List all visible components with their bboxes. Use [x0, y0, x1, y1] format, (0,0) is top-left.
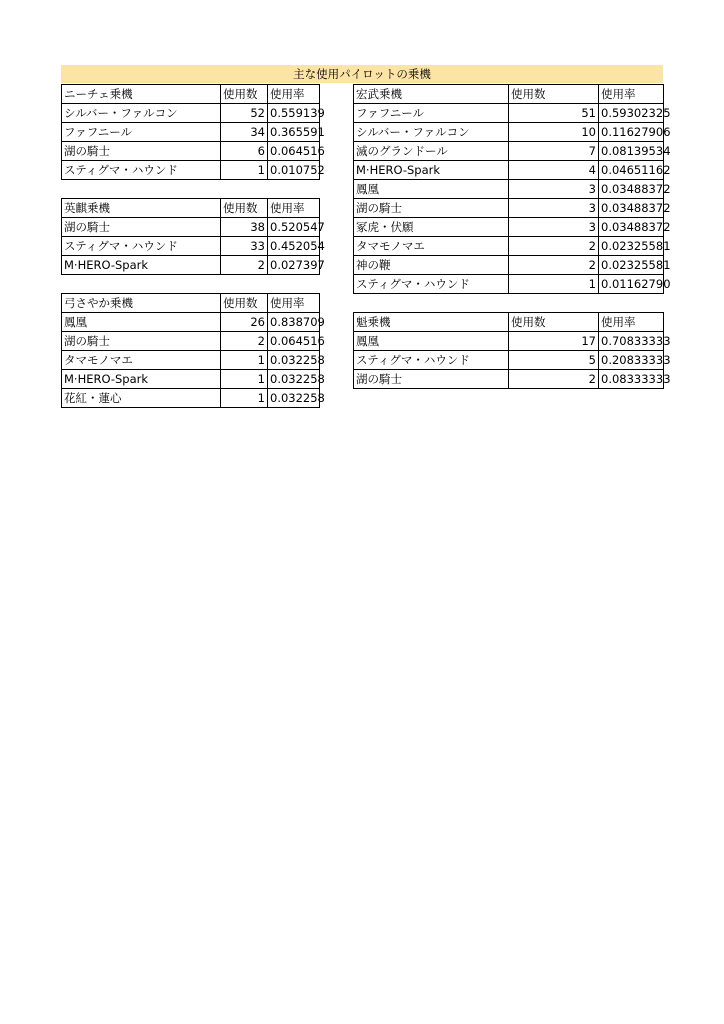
usage-rate-cell: 0.838709 [268, 313, 320, 332]
usage-count-cell: 6 [221, 142, 268, 161]
usage-count-cell: 2 [221, 332, 268, 351]
usage-rate-cell: 0.02325581 [599, 256, 664, 275]
usage-rate-cell: 0.064516 [268, 142, 320, 161]
usage-rate-cell: 0.01162790 [599, 275, 664, 294]
table-row [354, 123, 664, 142]
usage-count-cell: 2 [509, 237, 599, 256]
header-cell: 弓さやか乗機 [62, 294, 221, 313]
unit-name-cell: 湖の騎士 [62, 332, 221, 351]
unit-name-cell: 鳳凰 [62, 313, 221, 332]
table-row [62, 256, 320, 275]
table-row [354, 256, 664, 275]
header-cell: 使用数 [509, 313, 599, 332]
usage-count-cell: 1 [221, 351, 268, 370]
usage-rate-cell: 0.010752 [268, 161, 320, 180]
table-row [62, 370, 320, 389]
unit-name-cell: 花紅・蓮心 [62, 389, 221, 408]
unit-name-cell: ファフニール [354, 104, 509, 123]
header-cell: 英麒乗機 [62, 199, 221, 218]
header-cell: ニーチェ乗機 [62, 85, 221, 104]
usage-rate-cell: 0.04651162 [599, 161, 664, 180]
table-row [354, 351, 664, 370]
usage-rate-cell: 0.20833333 [599, 351, 664, 370]
usage-count-cell: 3 [509, 199, 599, 218]
unit-name-cell: スティグマ・ハウンド [354, 351, 509, 370]
usage-count-cell: 38 [221, 218, 268, 237]
unit-name-cell: ファフニール [62, 123, 221, 142]
usage-rate-cell: 0.70833333 [599, 332, 664, 351]
table-row [62, 237, 320, 256]
usage-rate-cell: 0.027397 [268, 256, 320, 275]
table-row [354, 218, 664, 237]
kai-table [353, 312, 671, 389]
unit-name-cell: 滅のグランドール [354, 142, 509, 161]
usage-count-cell: 34 [221, 123, 268, 142]
table-row [354, 142, 664, 161]
usage-rate-cell: 0.032258 [268, 370, 320, 389]
usage-rate-cell: 0.520547 [268, 218, 320, 237]
unit-name-cell: スティグマ・ハウンド [62, 237, 221, 256]
usage-rate-cell: 0.59302325 [599, 104, 664, 123]
usage-count-cell: 5 [509, 351, 599, 370]
eiki-table [61, 198, 325, 275]
header-cell: 宏武乗機 [354, 85, 509, 104]
unit-name-cell: シルバー・ファルコン [354, 123, 509, 142]
table-row [62, 161, 320, 180]
table-header-row [62, 85, 320, 104]
usage-rate-cell: 0.03488372 [599, 218, 664, 237]
yumisayaka-table [61, 293, 325, 408]
table-row [62, 313, 320, 332]
usage-count-cell: 4 [509, 161, 599, 180]
usage-rate-cell: 0.559139 [268, 104, 320, 123]
table-row [62, 351, 320, 370]
usage-count-cell: 1 [221, 161, 268, 180]
usage-count-cell: 52 [221, 104, 268, 123]
table-header-row [62, 294, 320, 313]
unit-name-cell: 湖の騎士 [354, 370, 509, 389]
header-cell: 使用率 [599, 313, 664, 332]
table-row [354, 370, 664, 389]
table-row [354, 161, 664, 180]
table-row [354, 104, 664, 123]
usage-rate-cell: 0.03488372 [599, 180, 664, 199]
table-row [354, 180, 664, 199]
unit-name-cell: M·HERO-Spark [354, 161, 509, 180]
usage-rate-cell: 0.064516 [268, 332, 320, 351]
usage-count-cell: 3 [509, 218, 599, 237]
table-row [354, 275, 664, 294]
table-row [354, 199, 664, 218]
unit-name-cell: シルバー・ファルコン [62, 104, 221, 123]
header-cell: 使用数 [509, 85, 599, 104]
usage-rate-cell: 0.032258 [268, 351, 320, 370]
unit-name-cell: 鳳凰 [354, 332, 509, 351]
table-row [62, 389, 320, 408]
unit-name-cell: スティグマ・ハウンド [62, 161, 221, 180]
table-row [62, 218, 320, 237]
usage-count-cell: 17 [509, 332, 599, 351]
header-cell: 使用率 [268, 294, 320, 313]
table-row [62, 104, 320, 123]
unit-name-cell: タマモノマエ [62, 351, 221, 370]
usage-count-cell: 26 [221, 313, 268, 332]
usage-count-cell: 51 [509, 104, 599, 123]
unit-name-cell: 神の鞭 [354, 256, 509, 275]
unit-name-cell: 冢虎・伏願 [354, 218, 509, 237]
koubu-table [353, 84, 671, 294]
table-header-row [354, 85, 664, 104]
usage-count-cell: 33 [221, 237, 268, 256]
unit-name-cell: 鳳凰 [354, 180, 509, 199]
unit-name-cell: 湖の騎士 [62, 142, 221, 161]
usage-count-cell: 3 [509, 180, 599, 199]
header-cell: 使用率 [268, 85, 320, 104]
usage-rate-cell: 0.03488372 [599, 199, 664, 218]
table-row [62, 332, 320, 351]
usage-count-cell: 1 [221, 389, 268, 408]
usage-rate-cell: 0.11627906 [599, 123, 664, 142]
unit-name-cell: M·HERO-Spark [62, 256, 221, 275]
usage-count-cell: 2 [509, 370, 599, 389]
table-header-row [354, 313, 664, 332]
unit-name-cell: 湖の騎士 [62, 218, 221, 237]
header-cell: 使用数 [221, 199, 268, 218]
page-title: 主な使用パイロットの乗機 [61, 65, 663, 83]
header-cell: 使用率 [268, 199, 320, 218]
table-row [354, 237, 664, 256]
usage-count-cell: 1 [221, 370, 268, 389]
usage-rate-cell: 0.08333333 [599, 370, 664, 389]
nietzsche-table [61, 84, 325, 180]
header-cell: 魁乗機 [354, 313, 509, 332]
table-row [62, 123, 320, 142]
unit-name-cell: M·HERO-Spark [62, 370, 221, 389]
table-row [354, 332, 664, 351]
unit-name-cell: スティグマ・ハウンド [354, 275, 509, 294]
usage-rate-cell: 0.032258 [268, 389, 320, 408]
unit-name-cell: 湖の騎士 [354, 199, 509, 218]
table-header-row [62, 199, 320, 218]
usage-count-cell: 10 [509, 123, 599, 142]
usage-rate-cell: 0.08139534 [599, 142, 664, 161]
usage-rate-cell: 0.452054 [268, 237, 320, 256]
header-cell: 使用数 [221, 85, 268, 104]
usage-count-cell: 2 [509, 256, 599, 275]
usage-rate-cell: 0.365591 [268, 123, 320, 142]
header-cell: 使用数 [221, 294, 268, 313]
table-row [62, 142, 320, 161]
header-cell: 使用率 [599, 85, 664, 104]
usage-count-cell: 7 [509, 142, 599, 161]
unit-name-cell: タマモノマエ [354, 237, 509, 256]
usage-count-cell: 1 [509, 275, 599, 294]
usage-rate-cell: 0.02325581 [599, 237, 664, 256]
usage-count-cell: 2 [221, 256, 268, 275]
